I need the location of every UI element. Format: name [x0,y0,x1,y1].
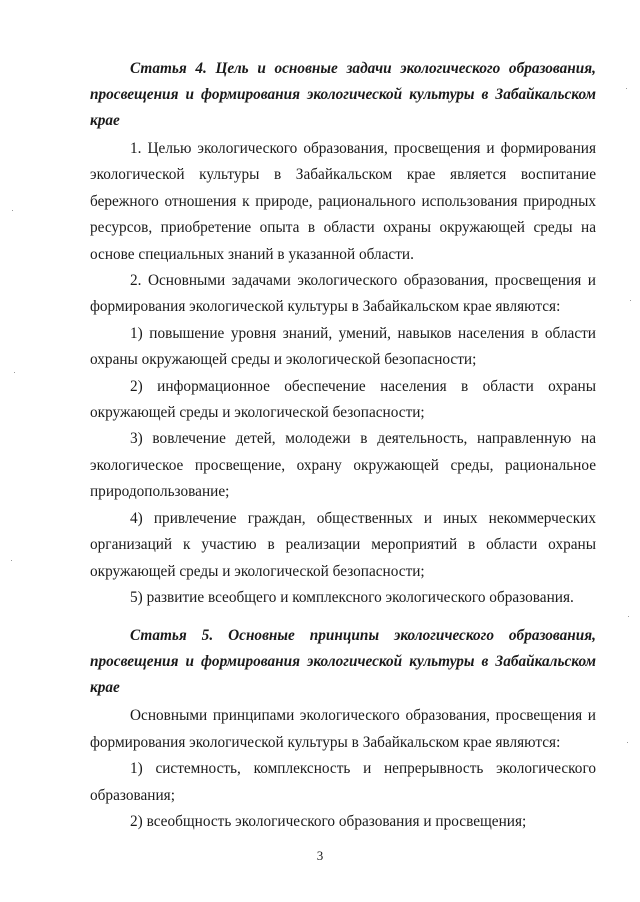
article-4-list-item-2: 2) информационное обеспечение населения в области охраны окружающей среды и экологической безопасности; [90,377,596,422]
article-4-paragraph-1: 1. Целью экологического образования, просвещения и формирования экологической культуры в Забайкальском крае является воспитание бережного отношения к природе, рационального использования природных ресурсов, приобретение опыта в области охраны окружающей среды на основе специальных знаний в указанной области. [90,140,596,263]
article-4-heading: Статья 4. Цель и основные задачи экологического образования, просвещения и формирования экологической культуры в Забайкальском крае [90,60,596,129]
article-5-heading: Статья 5. Основные принципы экологического образования, просвещения и формирования экологической культуры в Забайкальском крае [90,627,596,697]
article-4-paragraph-2: 2. Основными задачами экологического образования, просвещения и формирования экологической культуры в Забайкальском крае являются: [90,272,596,316]
article-4-list-item-4: 4) привлечение граждан, общественных и иных некоммерческих организаций к участию в реализации мероприятий в области охраны окружающей среды и экологической безопасности; [90,509,596,580]
article-5-paragraph-1: Основными принципами экологического образования, просвещения и формирования экологической культуры в Забайкальском крае являются: [90,707,596,751]
scan-speck [628,616,629,617]
scan-speck [12,210,13,211]
article-4-list-item-1: 1) повышение уровня знаний, умений, навыков населения в области охраны окружающей среды и экологической безопасности; [90,324,596,369]
article-4-list-item-5: 5) развитие всеобщего и комплексного экологического образования. [130,588,574,606]
scan-speck [14,372,15,373]
scan-speck [627,742,628,743]
page-number: 3 [316,848,324,863]
article-5-list-item-2: 2) всеобщность экологического образования и просвещения; [130,812,527,830]
article-4-list-item-3: 3) вовлечение детей, молодежи в деятельность, направленную на экологическое просвещение, охрану окружающей среды, рациональное природопользование; [90,430,596,501]
scan-speck [11,560,12,561]
document-page [90,56,596,835]
scan-speck [626,88,627,89]
scan-speck [630,300,631,301]
article-5-list-item-1: 1) системность, комплексность и непрерывность экологического образования; [90,760,596,804]
